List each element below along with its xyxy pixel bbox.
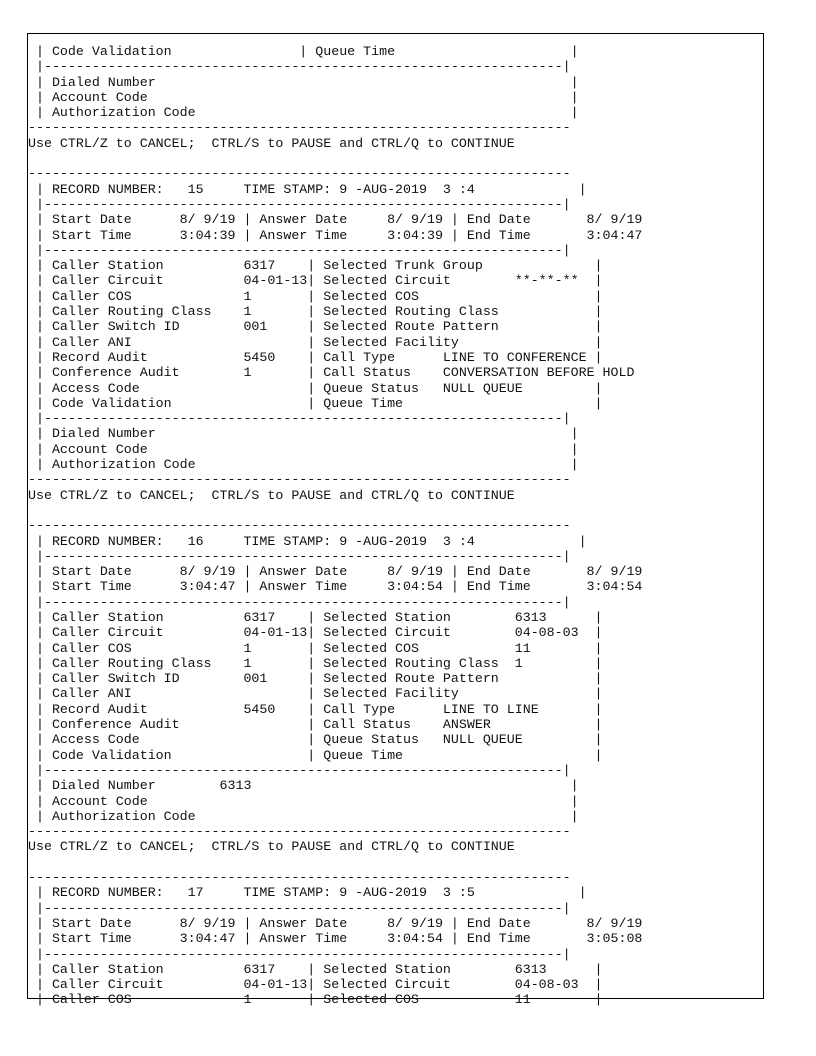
terminal-line: | Dialed Number |: [28, 426, 579, 442]
terminal-line: |-----------------------------------------------------------------|: [28, 946, 571, 962]
terminal-line: --------------------------------------------------------------------: [28, 518, 571, 534]
terminal-line: |-----------------------------------------------------------------|: [28, 762, 571, 778]
terminal-line: Use CTRL/Z to CANCEL; CTRL/S to PAUSE and CTRL/Q to CONTINUE: [28, 487, 515, 503]
terminal-line: | Start Date 8/ 9/19 | Answer Date 8/ 9/19 | End Date 8/ 9/19: [28, 564, 643, 580]
terminal-line: |-----------------------------------------------------------------|: [28, 594, 571, 610]
terminal-line: | Caller Station 6317 | Selected Trunk Group |: [28, 258, 603, 274]
terminal-line: | Access Code | Queue Status NULL QUEUE |: [28, 732, 603, 748]
terminal-line: | RECORD NUMBER: 17 TIME STAMP: 9 -AUG-2019 3 :5 |: [28, 885, 587, 901]
terminal-line: | Caller Switch ID 001 | Selected Route Pattern |: [28, 671, 603, 687]
terminal-line: | Caller COS 1 | Selected COS 11 |: [28, 640, 603, 656]
terminal-line: | Dialed Number 6313 |: [28, 778, 579, 794]
terminal-line: | Conference Audit 1 | Call Status CONVERSATION BEFORE HOLD: [28, 365, 635, 381]
terminal-line: Use CTRL/Z to CANCEL; CTRL/S to PAUSE and CTRL/Q to CONTINUE: [28, 135, 515, 151]
terminal-line: |-----------------------------------------------------------------|: [28, 411, 571, 427]
terminal-line: | Account Code |: [28, 793, 579, 809]
terminal-line: | Authorization Code |: [28, 457, 579, 473]
terminal-line: | Code Validation | Queue Time |: [28, 395, 603, 411]
terminal-line: | Caller COS 1 | Selected COS 11 |: [28, 992, 603, 1008]
terminal-line: | Caller Station 6317 | Selected Station 6313 |: [28, 961, 603, 977]
terminal-line: | Conference Audit | Call Status ANSWER |: [28, 717, 603, 733]
terminal-line: [28, 855, 642, 870]
terminal-line: | Start Time 3:04:39 | Answer Time 3:04:39 | End Time 3:04:47: [28, 227, 643, 243]
terminal-line: | Account Code |: [28, 441, 579, 457]
terminal-line: | Record Audit 5450 | Call Type LINE TO LINE |: [28, 701, 603, 717]
terminal-line: | Start Time 3:04:47 | Answer Time 3:04:54 | End Time 3:05:08: [28, 931, 643, 947]
terminal-line: | Start Date 8/ 9/19 | Answer Date 8/ 9/19 | End Date 8/ 9/19: [28, 915, 643, 931]
terminal-line: |-----------------------------------------------------------------|: [28, 900, 571, 916]
terminal-line: [28, 503, 642, 518]
terminal-line: | Caller COS 1 | Selected COS |: [28, 288, 603, 304]
terminal-line: --------------------------------------------------------------------: [28, 472, 571, 488]
terminal-line: | Caller Circuit 04-01-13| Selected Circuit **-**-** |: [28, 273, 603, 289]
terminal-line: | Record Audit 5450 | Call Type LINE TO CONFERENCE |: [28, 349, 603, 365]
terminal-line: --------------------------------------------------------------------: [28, 166, 571, 182]
terminal-line: | Caller Circuit 04-01-13| Selected Circuit 04-08-03 |: [28, 977, 603, 993]
terminal-line: | Caller ANI | Selected Facility |: [28, 334, 603, 350]
terminal-line: | Access Code | Queue Status NULL QUEUE |: [28, 380, 603, 396]
terminal-line: | RECORD NUMBER: 15 TIME STAMP: 9 -AUG-2019 3 :4 |: [28, 181, 587, 197]
terminal-line: | Start Time 3:04:47 | Answer Time 3:04:54 | End Time 3:04:54: [28, 579, 643, 595]
terminal-line: | Authorization Code |: [28, 808, 579, 824]
terminal-line: | Caller ANI | Selected Facility |: [28, 686, 603, 702]
terminal-lines: [28, 44, 642, 1008]
terminal-line: | Account Code |: [28, 89, 579, 105]
terminal-line: --------------------------------------------------------------------: [28, 870, 571, 886]
terminal-line: | Code Validation | Queue Time |: [28, 44, 579, 59]
terminal-line: |-----------------------------------------------------------------|: [28, 59, 571, 75]
terminal-line: | Caller Routing Class 1 | Selected Routing Class 1 |: [28, 655, 603, 671]
terminal-line: | Code Validation | Queue Time |: [28, 747, 603, 763]
terminal-line: | Authorization Code |: [28, 105, 579, 121]
terminal-line: [28, 151, 642, 166]
terminal-line: | Caller Switch ID 001 | Selected Route Pattern |: [28, 319, 603, 335]
terminal-line: --------------------------------------------------------------------: [28, 824, 571, 840]
terminal-line: | Dialed Number |: [28, 74, 579, 90]
terminal-line: | Caller Station 6317 | Selected Station 6313 |: [28, 609, 603, 625]
terminal-line: Use CTRL/Z to CANCEL; CTRL/S to PAUSE and CTRL/Q to CONTINUE: [28, 839, 515, 855]
terminal-line: |-----------------------------------------------------------------|: [28, 548, 571, 564]
terminal-line: | Start Date 8/ 9/19 | Answer Date 8/ 9/19 | End Date 8/ 9/19: [28, 212, 643, 228]
terminal-output[interactable]: [27, 33, 764, 1008]
terminal-line: | RECORD NUMBER: 16 TIME STAMP: 9 -AUG-2019 3 :4 |: [28, 533, 587, 549]
terminal-line: |-----------------------------------------------------------------|: [28, 196, 571, 212]
terminal-line: | Caller Routing Class 1 | Selected Routing Class |: [28, 304, 603, 320]
terminal-line: | Caller Circuit 04-01-13| Selected Circuit 04-08-03 |: [28, 625, 603, 641]
terminal-line: |-----------------------------------------------------------------|: [28, 242, 571, 258]
terminal-line: --------------------------------------------------------------------: [28, 120, 571, 136]
